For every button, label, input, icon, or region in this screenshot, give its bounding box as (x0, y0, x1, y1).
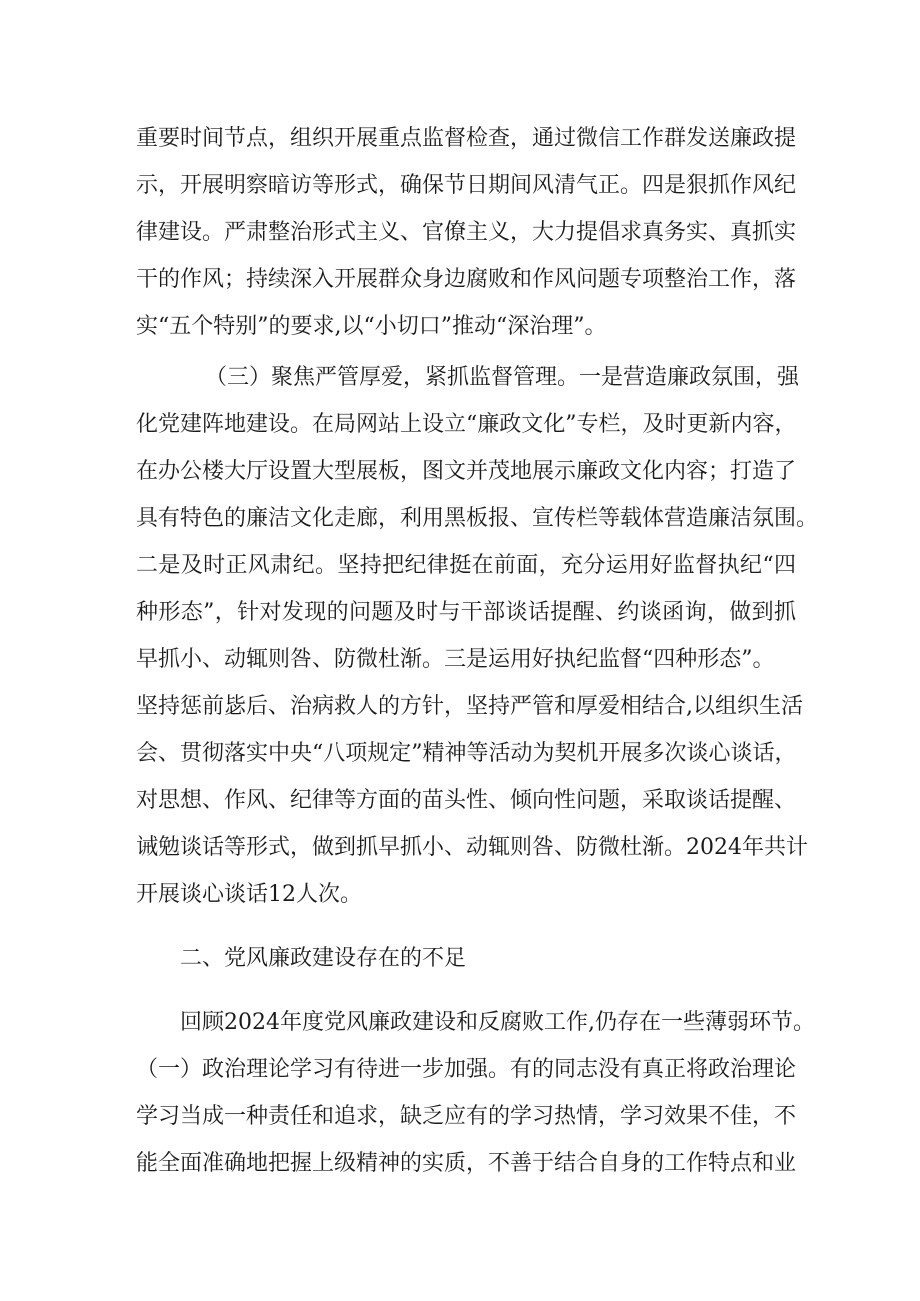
text-line: 诫勉谈话等形式，做到抓早抓小、动辄则咎、防微杜渐。2024年共计 (136, 835, 808, 860)
text-line: 重要时间节点，组织开展重点监督检查，通过微信工作群发送廉政提 (136, 126, 797, 151)
text-line: 律建设。严肃整治形式主义、官僚主义，大力提倡求真务实、真抓实 (136, 220, 797, 245)
text-line: 对思想、作风、纪律等方面的苗头性、倾向性问题，采取谈话提醒、 (136, 788, 797, 813)
text-line: 实“五个特别”的要求,以“小切口”推动“深治理”。 (136, 314, 607, 339)
section-heading: （三）聚焦严管厚爱，紧抓监督管理。一是营造廉政氛围，强 (205, 365, 800, 390)
text-line: 干的作风；持续深入开展群众身边腐败和作风问题专项整治工作，落 (136, 267, 797, 292)
text-line: 回顾2024年度党风廉政建设和反腐败工作,仍存在一些薄弱环节。 (180, 1010, 815, 1035)
text-line: 在办公楼大厅设置大型展板，图文并茂地展示廉政文化内容；打造了 (136, 459, 797, 484)
text-line: 能全面准确地把握上级精神的实质，不善于结合自身的工作特点和业 (136, 1151, 797, 1176)
text-line: 早抓小、动辄则咎、防微杜渐。三是运用好执纪监督“四种形态”。 (136, 647, 775, 672)
text-line: 具有特色的廉洁文化走廊，利用黑板报、宣传栏等载体营造廉洁氛围。 (136, 506, 819, 531)
text-line: 种形态”，针对发现的问题及时与干部谈话提醒、约谈函询，做到抓 (136, 600, 796, 625)
text-line: （一）政治理论学习有待进一步加强。有的同志没有真正将政治理论 (136, 1057, 797, 1082)
text-line: 开展谈心谈话12人次。 (136, 882, 362, 907)
chapter-heading: 二、党风廉政建设存在的不足 (180, 946, 467, 971)
text-line: 会、贯彻落实中央“八项规定”精神等活动为契机开展多次谈心谈话， (136, 741, 797, 766)
text-line: 学习当成一种责任和追求，缺乏应有的学习热情，学习效果不佳，不 (136, 1104, 797, 1129)
text-line: 坚持惩前毖后、治病救人的方针，坚持严管和厚爱相结合,以组织生活 (136, 694, 803, 719)
text-line: 化党建阵地建设。在局网站上设立“廉政文化”专栏，及时更新内容， (136, 412, 797, 437)
text-line: 示，开展明察暗访等形式，确保节日期间风清气正。四是狠抓作风纪 (136, 173, 797, 198)
text-line: 二是及时正风肃纪。坚持把纪律挺在前面，充分运用好监督执纪“四 (136, 553, 796, 578)
